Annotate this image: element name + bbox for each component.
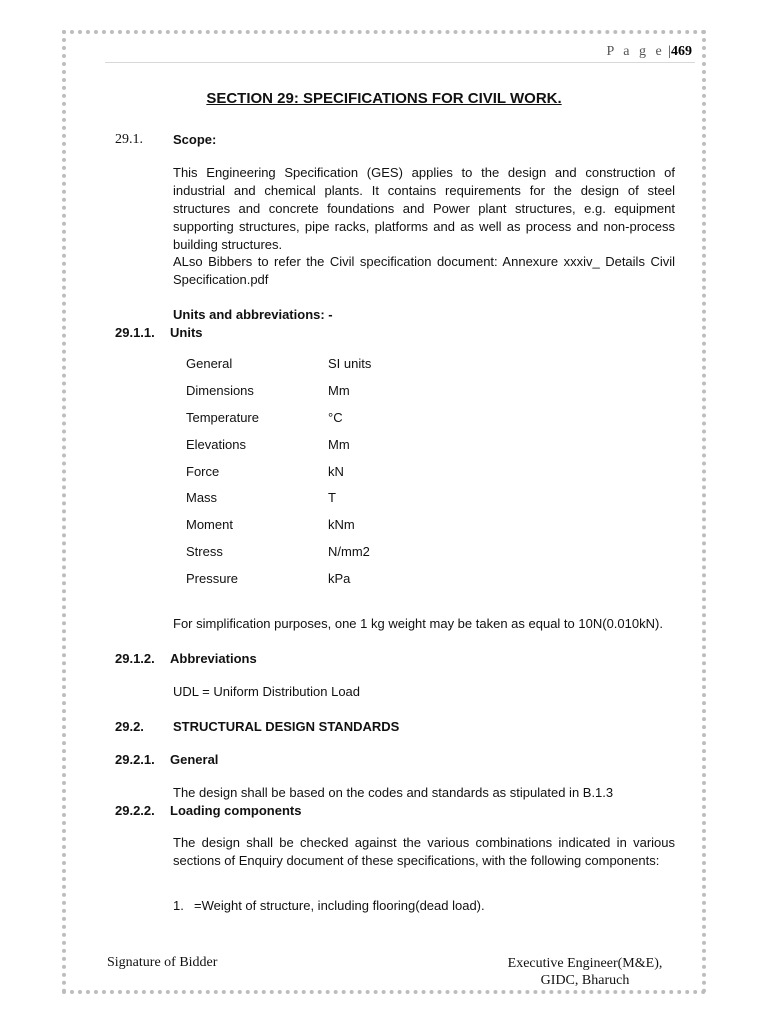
unit-value: Mm (328, 437, 350, 452)
scope-number: 29.1. (115, 132, 143, 147)
footer-authority-line-1: Executive Engineer(M&E), (507, 956, 663, 971)
unit-value: kPa (328, 571, 351, 586)
unit-label: Pressure (186, 571, 239, 586)
unit-value: kNm (328, 517, 355, 532)
unit-label: Dimensions (186, 383, 254, 398)
units-number: 29.1.1. (115, 325, 155, 340)
footer-signature: Signature of Bidder (107, 955, 218, 970)
scope-heading: Scope: (173, 132, 217, 147)
header-rule (105, 62, 695, 63)
loading-text: The design shall be checked against the various combinations indicated in various sections of Enquiry document of these specifications, with the following components: (173, 835, 675, 868)
page-separator: | (668, 44, 671, 59)
structural-heading: STRUCTURAL DESIGN STANDARDS (173, 719, 400, 734)
units-abbreviations-heading: Units and abbreviations: - (173, 307, 333, 322)
page-header (606, 44, 692, 60)
general-text: The design shall be based on the codes and standards as stipulated in B.1.3 (173, 785, 614, 800)
abbreviations-text: UDL = Uniform Distribution Load (173, 684, 361, 699)
unit-value: T (328, 490, 336, 505)
footer-authority (490, 955, 680, 989)
loading-heading: Loading components (170, 803, 302, 818)
unit-value: kN (328, 464, 344, 479)
unit-label: Moment (186, 517, 233, 532)
general-number: 29.2.1. (115, 752, 155, 767)
list-item: =Weight of structure, including flooring(dead load). (194, 898, 485, 913)
loading-number: 29.2.2. (115, 803, 155, 818)
structural-number: 29.2. (115, 719, 144, 734)
unit-value: SI units (328, 356, 372, 371)
unit-label: Temperature (186, 410, 259, 425)
page-number: 469 (671, 44, 692, 59)
units-note: For simplification purposes, one 1 kg weight may be taken as equal to 10N(0.010kN). (173, 616, 663, 631)
page-word: P a g e (606, 44, 665, 59)
abbreviations-number: 29.1.2. (115, 651, 155, 666)
unit-label: Force (186, 464, 220, 479)
footer-authority-line-2: GIDC, Bharuch (540, 973, 630, 988)
unit-label: General (186, 356, 233, 371)
unit-label: Elevations (186, 437, 246, 452)
abbreviations-heading: Abbreviations (170, 651, 257, 666)
units-subheading: Units (170, 325, 203, 340)
unit-label: Stress (186, 544, 223, 559)
unit-label: Mass (186, 490, 218, 505)
unit-value: Mm (328, 383, 350, 398)
unit-value: °C (328, 410, 343, 425)
scope-paragraph-1: This Engineering Specification (GES) applies to the design and construction of industrial and chemical plants. It contains requirements for the design of steel structures and concrete foundations and Power plant structures, e.g. equipment supporting structures, pipe racks, platforms and as well as process and non-process building structures. (173, 165, 675, 252)
scope-paragraph-2: ALso Bibbers to refer the Civil specification document: Annexure xxxiv_ Details Civil Specification.pdf (173, 254, 675, 287)
general-heading: General (170, 752, 219, 767)
section-title: SECTION 29: SPECIFICATIONS FOR CIVIL WORK. (206, 90, 562, 107)
unit-value: N/mm2 (328, 544, 370, 559)
list-item-marker: 1. (173, 898, 184, 913)
